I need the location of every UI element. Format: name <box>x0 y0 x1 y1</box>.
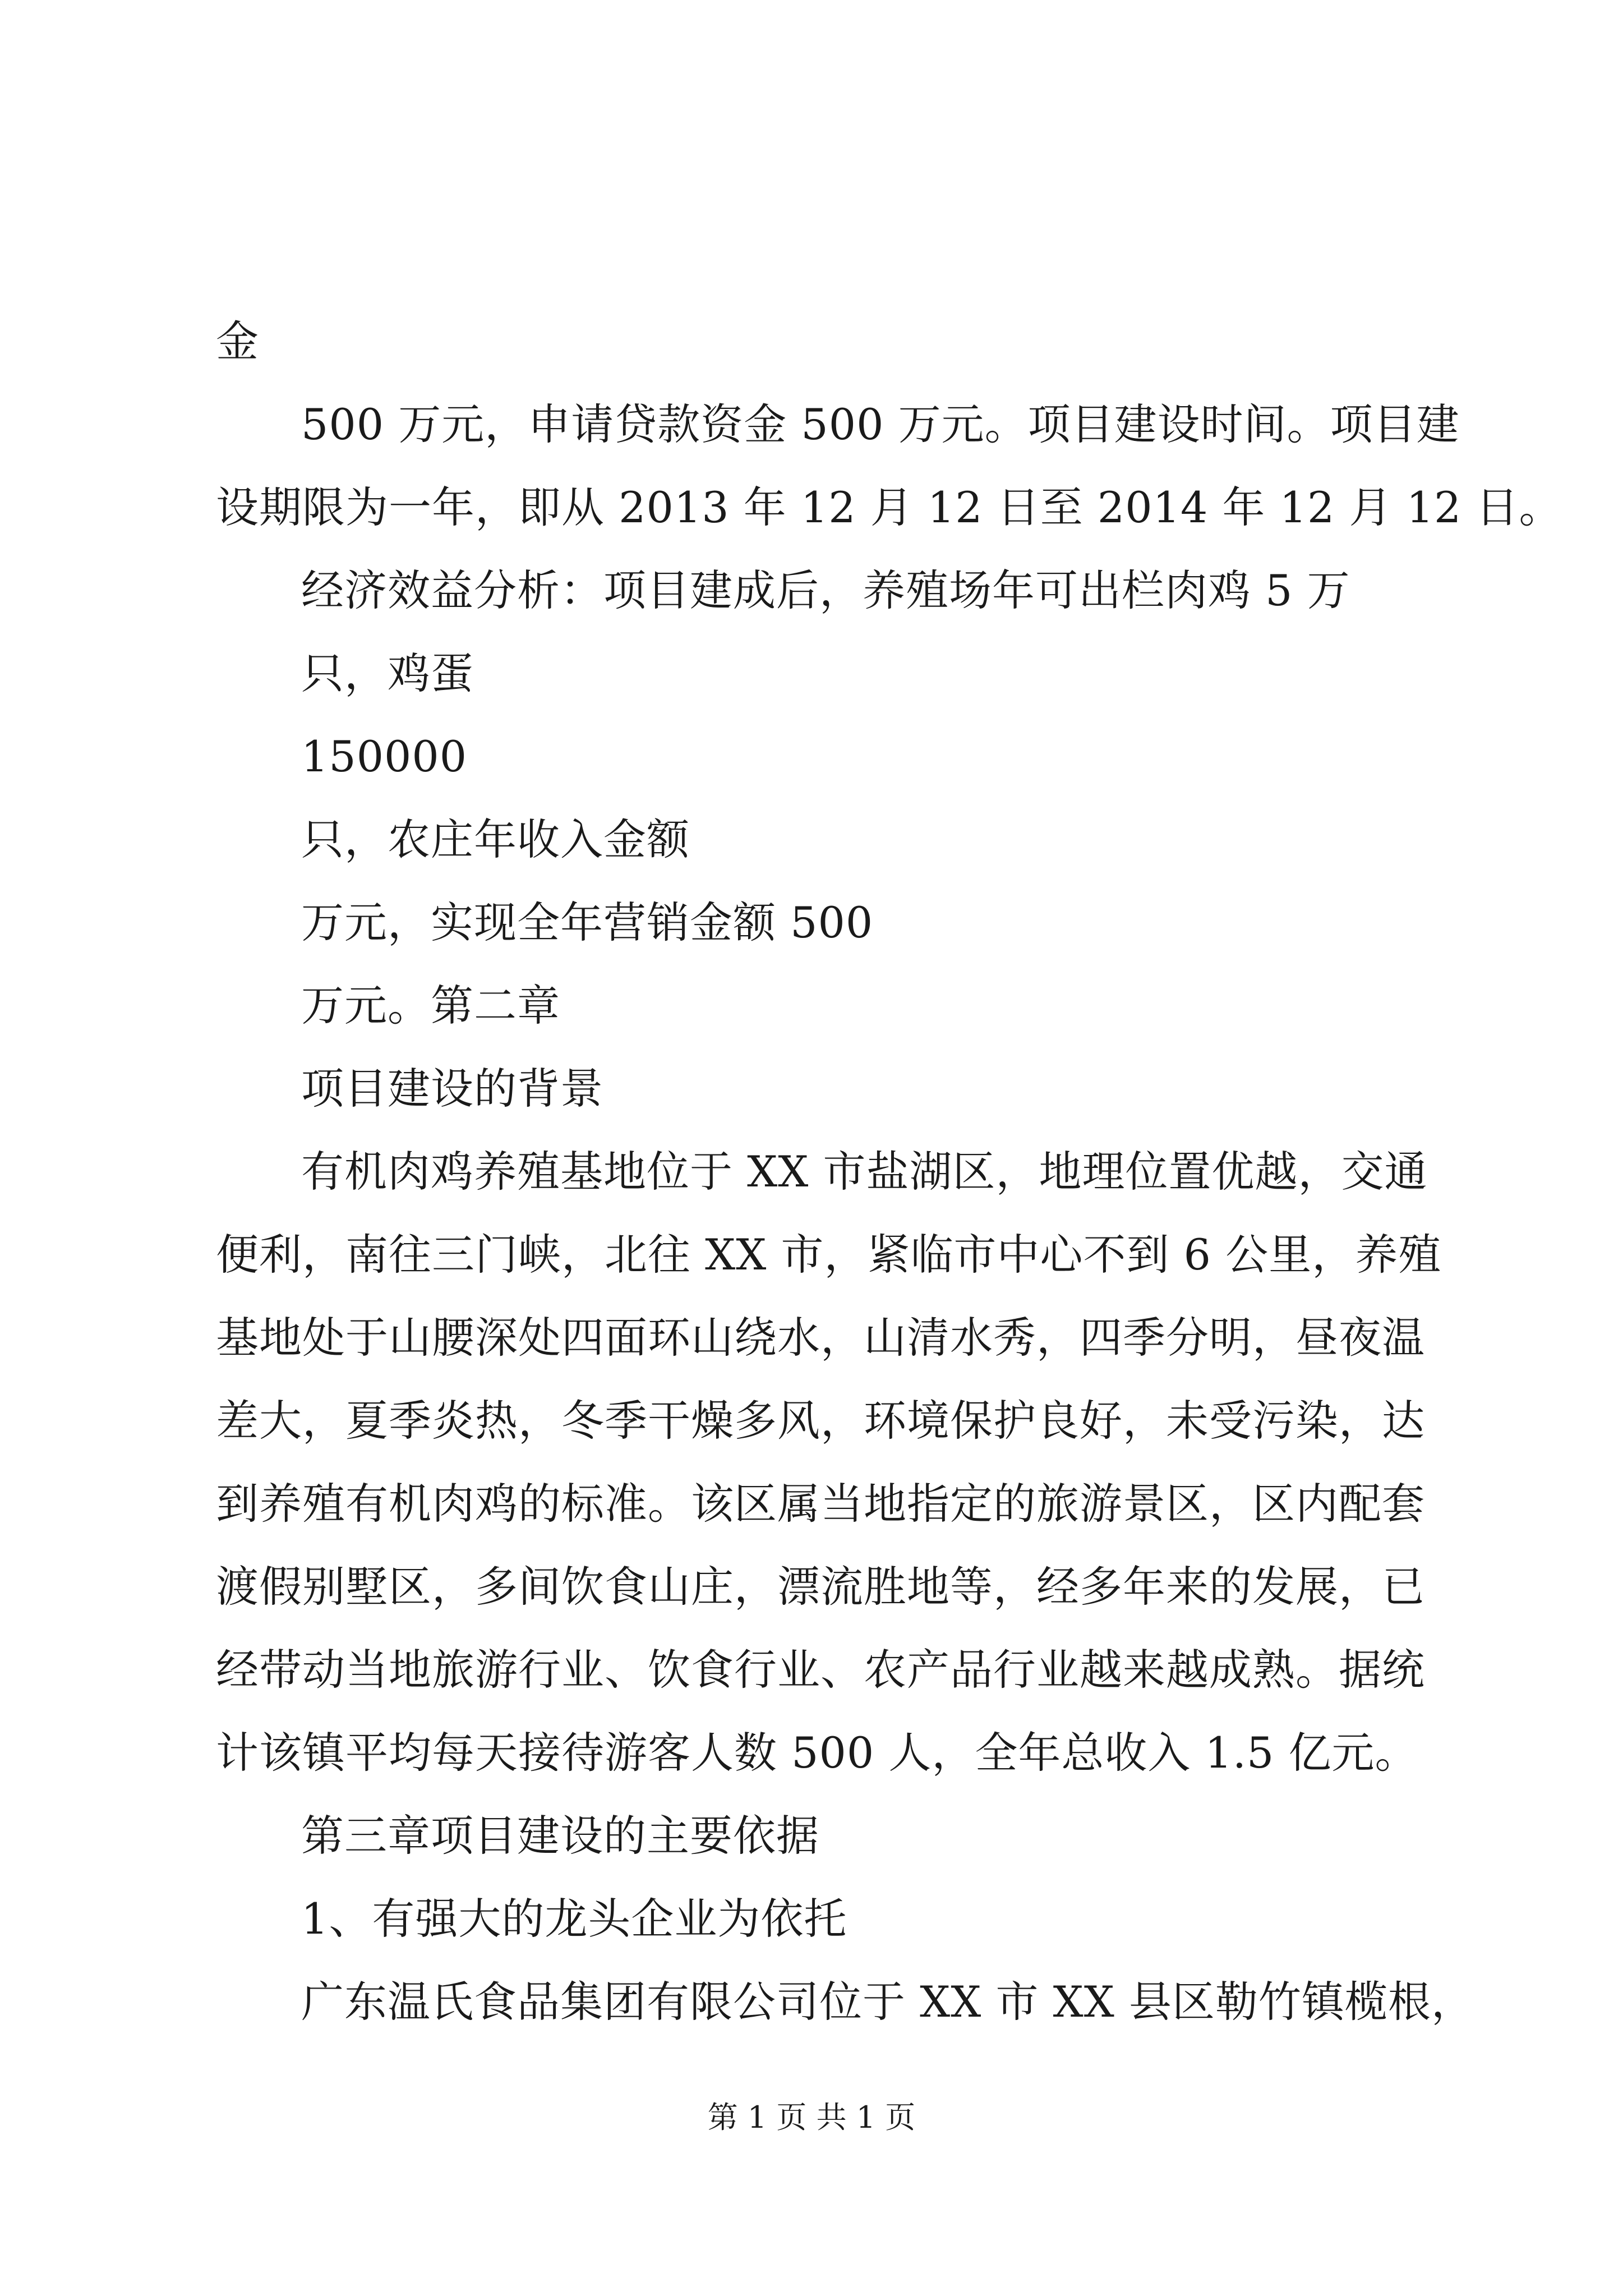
text-line: 便利，南往三门峡，北往 XX 市，紧临市中心不到 6 公里，养殖 <box>216 1230 1442 1280</box>
text-line: 计该镇平均每天接待游客人数 500 人，全年总收入 1.5 亿元。 <box>216 1728 1418 1778</box>
text-line: 500 万元，申请贷款资金 500 万元。项目建设时间。项目建 <box>301 399 1460 449</box>
text-line: 有机肉鸡养殖基地位于 XX 市盐湖区，地理位置优越，交通 <box>301 1147 1428 1197</box>
text-line: 项目建设的背景 <box>301 1064 603 1114</box>
text-line: 万元。第二章 <box>301 981 560 1030</box>
text-line: 金 <box>216 316 259 366</box>
text-line: 万元，实现全年营销金额 500 <box>301 898 874 947</box>
document-body <box>216 300 1562 2044</box>
text-line: 到养殖有机肉鸡的标准。该区属当地指定的旅游景区，区内配套 <box>216 1479 1425 1529</box>
text-line: 渡假别墅区，多间饮食山庄，漂流胜地等，经多年来的发展，已 <box>216 1562 1425 1612</box>
text-line: 1、有强大的龙头企业为依托 <box>301 1894 847 1944</box>
text-line: 第三章项目建设的主要依据 <box>301 1811 819 1861</box>
text-line: 基地处于山腰深处四面环山绕水，山清水秀，四季分明，昼夜温 <box>216 1313 1425 1363</box>
text-line: 经带动当地旅游行业、饮食行业、农产品行业越来越成熟。据统 <box>216 1645 1425 1695</box>
text-line: 设期限为一年，即从 2013 年 12 月 12 日至 2014 年 12 月 12 日。 <box>216 482 1562 532</box>
text-line: 差大，夏季炎热，冬季干燥多风，环境保护良好，未受污染，达 <box>216 1396 1425 1446</box>
text-line: 经济效益分析：项目建成后，养殖场年可出栏肉鸡 5 万 <box>301 565 1350 615</box>
text-line: 150000 <box>301 731 468 781</box>
text-line: 只，农庄年收入金额 <box>301 815 690 864</box>
page-footer: 第 1 页 共 1 页 <box>707 2100 916 2135</box>
text-line: 只，鸡蛋 <box>301 648 474 698</box>
text-line: 广东温氏食品集团有限公司位于 XX 市 XX 县区勒竹镇榄根， <box>301 1977 1475 2027</box>
